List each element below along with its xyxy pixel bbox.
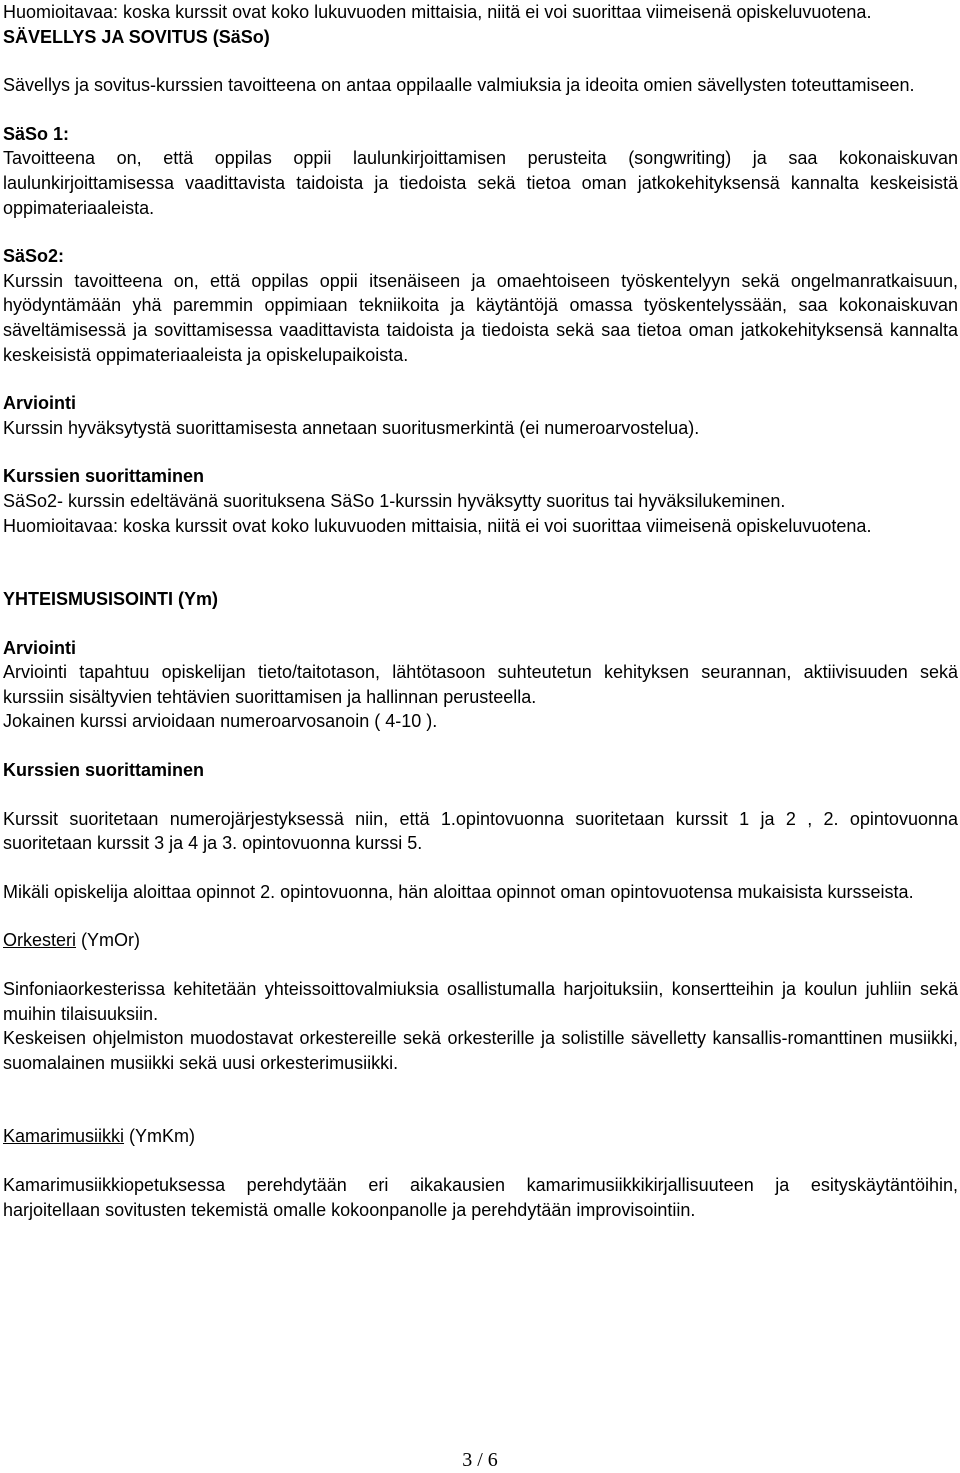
- saso-assessment-heading: Arviointi: [3, 393, 77, 414]
- saso-assessment-text: Kurssin hyväksytystä suorittamisesta annetaan suoritusmerkintä (ei numeroarvostelua).: [3, 417, 700, 438]
- saso1-label: SäSo 1:: [3, 123, 70, 144]
- orchestra-code: (YmOr): [81, 930, 141, 951]
- orchestra-name: Orkesteri: [3, 930, 77, 951]
- chamber-heading: [3, 1124, 958, 1149]
- saso-completion-text-2: Huomioitavaa: koska kurssit ovat koko lukuvuoden mittaisia, niitä ei voi suorittaa viimeisenä opiskeluvuotena.: [3, 515, 872, 536]
- saso-heading: SÄVELLYS JA SOVITUS (SäSo): [3, 26, 270, 47]
- ym-completion-heading: Kurssien suorittaminen: [3, 760, 205, 781]
- saso-completion-text-1: SäSo2- kurssin edeltävänä suorituksena SäSo 1-kurssin hyväksytty suoritus tai hyväksilukeminen.: [3, 490, 786, 511]
- orchestra-heading: [3, 928, 958, 953]
- saso1-text: Tavoitteena on, että oppilas oppii laulunkirjoittamisen perusteita (songwriting) ja saa kokonaiskuvan laulunkirjoittamisessa vaadittavista taidoista ja tiedoista sekä tietoa oman jatkokehityksensä kannalta keskeisistä oppimateriaaleista.: [3, 148, 958, 218]
- orchestra-text-1: Sinfoniaorkesterissa kehitetään yhteissoittovalmiuksia osallistumalla harjoituksiin, konsertteihin ja koulun juhliin sekä muihin tilaisuuksiin.: [3, 979, 958, 1024]
- ym-completion-text-2: Mikäli opiskelija aloittaa opinnot 2. opintovuonna, hän aloittaa opinnot oman opintovuotensa mukaisista kursseista.: [3, 881, 914, 902]
- ym-completion-text-1: Kurssit suoritetaan numerojärjestyksessä niin, että 1.opintovuonna suoritetaan kurssit 1 ja 2 , 2. opintovuonna suoritetaan kurssit 3 ja 4 ja 3. opintovuonna kurssi 5.: [3, 808, 958, 854]
- saso-completion-heading: Kurssien suorittaminen: [3, 466, 205, 487]
- page-number: 3 / 6: [462, 1449, 498, 1471]
- chamber-code: (YmKm): [129, 1126, 196, 1147]
- document-page: [3, 0, 958, 1222]
- ym-assessment-heading: Arviointi: [3, 637, 77, 658]
- saso-intro: Sävellys ja sovitus-kurssien tavoitteena on antaa oppilaalle valmiuksia ja ideoita omien sävellysten toteuttamiseen.: [3, 75, 915, 96]
- chamber-text: Kamarimusiikkiopetuksessa perehdytään eri aikakausien kamarimusiikkikirjallisuuteen ja esityskäytäntöihin, harjoitellaan sovitusten tekemistä omalle kokoonpanolle ja perehdytään improvisointiin.: [3, 1175, 958, 1220]
- orchestra-text-2: Keskeisen ohjelmiston muodostavat orkestereille sekä orkesterille ja solistille sävelletty kansallis-romanttinen musiikki, suomalainen musiikki sekä uusi orkesterimusiikki.: [3, 1028, 958, 1073]
- ym-assessment-text-2: Jokainen kurssi arvioidaan numeroarvosanoin ( 4-10 ).: [3, 711, 438, 732]
- chamber-name: Kamarimusiikki: [3, 1126, 125, 1147]
- saso2-text: Kurssin tavoitteena on, että oppilas oppii itsenäiseen ja omaehtoiseen työskentelyyn sekä ongelmanratkaisuun, hyödyntämään yhä paremmin oppimiaan tekniikoita ja käytäntöjä omassa työskentelyssään, saa kokonaiskuvan säveltämisessä ja sovittamisessa vaadittavista taidoista ja tiedoista sekä saa tietoa oman jatkokehityksensä kannalta keskeisistä oppimateriaaleista ja opiskelupaikoista.: [3, 270, 958, 365]
- saso2-label: SäSo2:: [3, 246, 65, 267]
- ym-heading: YHTEISMUSISOINTI (Ym): [3, 589, 219, 610]
- ym-assessment-text: Arviointi tapahtuu opiskelijan tieto/taitotason, lähtötasoon suhteutetun kehityksen seurannan, aktiivisuuden sekä kurssiin sisältyvien tehtävien suorittamisen ja hallinnan perusteella.: [3, 662, 958, 707]
- top-note: Huomioitavaa: koska kurssit ovat koko lukuvuoden mittaisia, niitä ei voi suorittaa viimeisenä opiskeluvuotena.: [3, 2, 872, 22]
